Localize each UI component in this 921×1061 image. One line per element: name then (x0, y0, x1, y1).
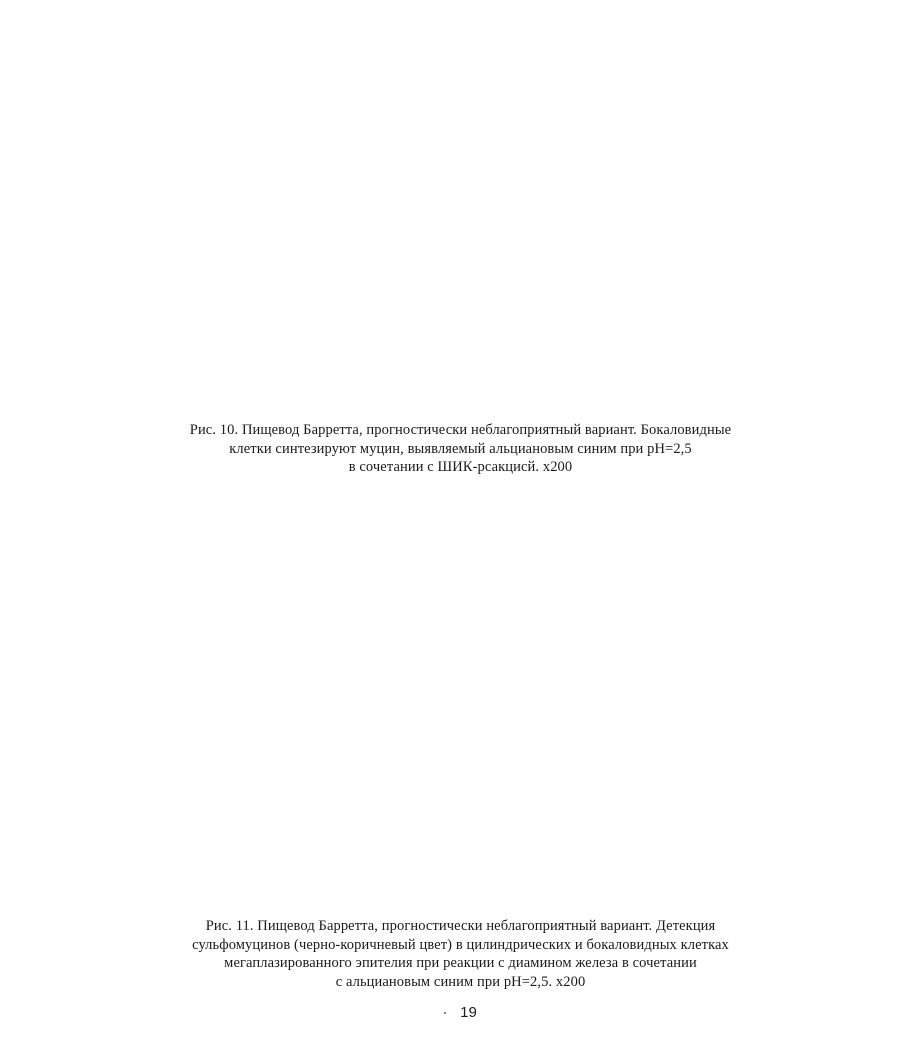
figure-11-caption-line: мегаплазированного эпителия при реакции с диамином железа в сочетании (224, 955, 697, 971)
figure-10-caption-line: в сочетании с ШИК-рсакцисй. х200 (348, 459, 573, 475)
figure-10-caption (120, 421, 801, 477)
figure-11-caption (120, 917, 801, 991)
figure-11-caption-line: с альциановым синим при рН=2,5. х200 (335, 973, 586, 990)
figure-10-caption-line: Рис. 10. Пищевод Барретта, прогностически неблагоприятный вариант. Бокаловидные (189, 422, 732, 438)
figure-10-caption-line: клетки синтезируют муцин, выявляемый альциановым синим при рН=2,5 (229, 440, 692, 457)
page-number-text: 19 (460, 1004, 477, 1021)
page-number-dot (444, 1012, 446, 1014)
page-number (0, 1004, 921, 1022)
figure-11-caption-line: сульфомуцинов (черно-коричневый цвет) в цилиндрических и бокаловидных клетках (192, 936, 729, 953)
figure-11-image-area (150, 495, 771, 905)
figure-10-image-area (150, 40, 771, 410)
figure-11-caption-line: Рис. 11. Пищевод Барретта, прогностически неблагоприятный вариант. Детекция (205, 918, 716, 934)
